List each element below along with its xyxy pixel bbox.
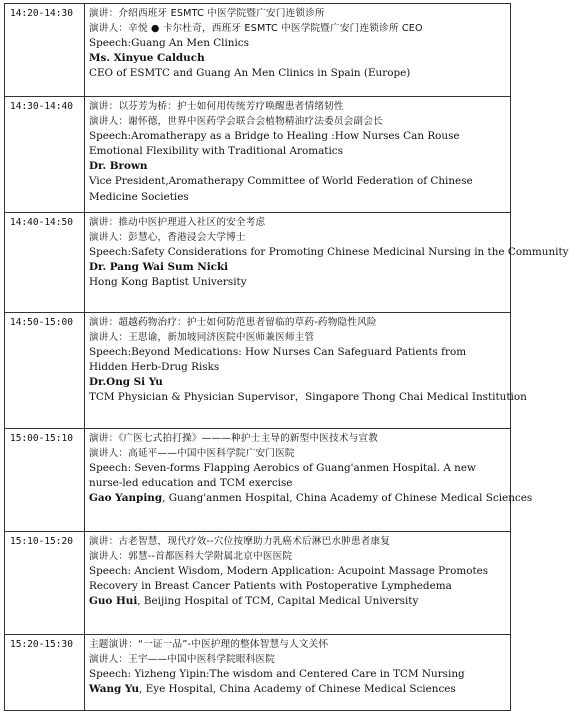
time-cell: 14:40-14:50	[5, 213, 85, 313]
speaker-affiliation: , Eye Hospital, China Academy of Chinese Medical Sciences	[139, 683, 456, 696]
session-cell	[85, 635, 511, 711]
table-row	[5, 4, 511, 97]
speech-title: Speech:Beyond Medications: How Nurses Can Safeguard Patients from Hidden Herb-Drug Risks	[89, 346, 467, 374]
speaker-zh: 演讲人：辛悦 ● 卡尔杜奇，西班牙 ESMTC 中医学院暨广安门连锁诊所 CEO	[89, 23, 423, 35]
speaker-name: Wang Yu	[89, 683, 140, 696]
speaker-affiliation: Hong Kong Baptist University	[89, 276, 247, 289]
speaker-zh: 演讲人：彭慧心，香港浸会大学博士	[89, 232, 246, 244]
session-cell	[85, 429, 533, 532]
speaker-affiliation: Vice President,Aromatherapy Committee of World Federation of Chinese Medicine Societies	[89, 175, 473, 203]
topic-zh: 演讲：古老智慧，现代疗效--穴位按摩助力乳癌术后淋巴水肿患者康复	[89, 536, 391, 547]
speaker-zh: 演讲人：王宇——中国中医科学院眼科医院	[89, 654, 276, 666]
schedule-table	[4, 3, 569, 711]
speaker-name: Gao Yanping	[89, 492, 163, 505]
topic-zh: 演讲：超越药物治疗：护士如何防范患者留临的草药-药物隐性风险	[89, 317, 377, 328]
speaker-affiliation: CEO of ESMTC and Guang An Men Clinics in Spain (Europe)	[89, 67, 411, 80]
speech-title: Speech:Guang An Men Clinics	[89, 37, 249, 50]
time-cell: 14:50-15:00	[5, 313, 85, 429]
session-cell	[85, 213, 569, 313]
topic-zh: 演讲：推动中医护理进入社区的安全考虑	[89, 217, 266, 228]
speaker-name: Dr. Brown	[89, 160, 148, 173]
time-cell: 14:30-14:40	[5, 97, 85, 213]
speaker-affiliation: TCM Physician & Physician Supervisor，Singapore Thong Chai Medical Institution	[89, 391, 527, 404]
speaker-line	[89, 682, 506, 697]
speech-title: Speech: Seven-forms Flapping Aerobics of Guang'anmen Hospital. A new nurse-led education and TCM exercise	[89, 462, 476, 490]
speech-title: Speech:Aromatherapy as a Bridge to Healing :How Nurses Can Rouse Emotional Flexibility with Traditional Aromatics	[89, 130, 460, 158]
topic-zh: 演讲：介绍西班牙 ESMTC 中医学院暨广安门连锁诊所	[89, 8, 325, 19]
speaker-line	[89, 594, 506, 609]
speaker-line	[89, 491, 533, 506]
session-cell	[85, 532, 511, 635]
speaker-zh: 演讲人：王思谕，新加坡同济医院中医师兼医师主管	[89, 332, 315, 344]
speaker-name: Guo Hui	[89, 595, 138, 608]
table-row	[5, 97, 511, 213]
speaker-zh: 演讲人：郭慧--首都医科大学附属北京中医医院	[89, 551, 293, 563]
table-row	[5, 635, 511, 711]
time-cell: 15:20-15:30	[5, 635, 85, 711]
topic-zh: 演讲：《广医七式拍打操》———种护士主导的新型中医技术与宣教	[89, 433, 379, 444]
table-row	[5, 532, 511, 635]
speaker-name: Dr.Ong Si Yu	[89, 376, 163, 389]
table-row	[5, 429, 511, 532]
session-cell	[85, 4, 511, 97]
speech-title: Speech: Ancient Wisdom, Modern Application: Acupoint Massage Promotes Recovery in Breast Cancer Patients with Postoperative Lymphedema	[89, 565, 489, 593]
speaker-name: Dr. Pang Wai Sum Nicki	[89, 261, 229, 274]
topic-zh: 主题演讲：“一证一品”-中医护理的整体智慧与人文关怀	[89, 639, 329, 650]
speaker-zh: 演讲人：高延平——中国中医科学院广安门医院	[89, 448, 295, 460]
session-cell	[85, 97, 511, 213]
time-cell: 15:10-15:20	[5, 532, 85, 635]
speech-title: Speech: Yizheng Yipin:The wisdom and Centered Care in TCM Nursing	[89, 668, 465, 681]
speaker-affiliation: , Beijing Hospital of TCM, Capital Medical University	[137, 595, 419, 608]
speaker-name: Ms. Xinyue Calduch	[89, 52, 205, 65]
time-cell: 15:00-15:10	[5, 429, 85, 532]
table-row	[5, 213, 511, 313]
table-row	[5, 313, 511, 429]
speaker-affiliation: , Guang'anmen Hospital, China Academy of Chinese Medical Sciences	[162, 492, 533, 505]
speech-title: Speech:Safety Considerations for Promoting Chinese Medicinal Nursing in the Community	[89, 246, 569, 259]
time-cell: 14:20-14:30	[5, 4, 85, 97]
session-cell	[85, 313, 527, 429]
topic-zh: 演讲：以芬芳为桥：护士如何用传统芳疗唤醒患者情绪韧性	[89, 101, 344, 112]
speaker-zh: 演讲人：谢怀德，世界中医药学会联合会植物精油疗法委员会副会长	[89, 116, 383, 128]
